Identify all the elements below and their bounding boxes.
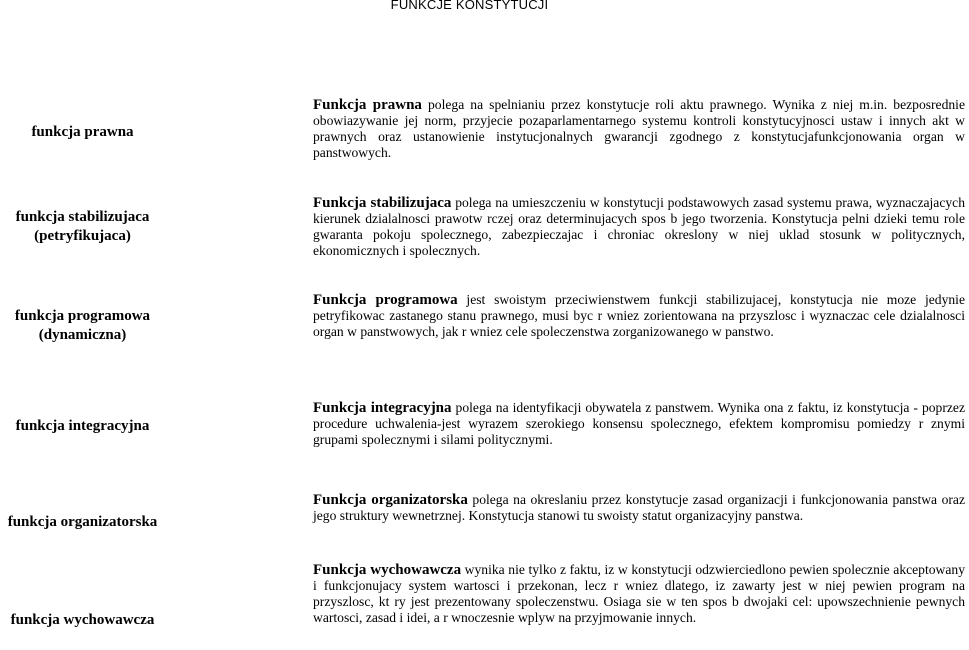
function-label-stabilizujaca <box>0 208 165 246</box>
function-label-line: funkcja programowa <box>14 308 151 324</box>
function-label-programowa <box>0 307 165 345</box>
function-lead: Funkcja integracyjna <box>313 400 452 416</box>
function-label-prawna <box>0 123 165 142</box>
function-lead: Funkcja prawna <box>313 97 422 113</box>
function-lead: Funkcja programowa <box>313 292 458 308</box>
function-description-stabilizujaca <box>313 195 965 259</box>
function-text: polega na okreslaniu przez konstytucje zasad organizacji i funkcjonowania panstwa oraz jego struktury wewnetrznej. Konstytucja stanowi tu swoisty statut organizacyjny panstwa. <box>313 492 965 523</box>
function-label-organizatorska <box>0 513 165 532</box>
function-label-line: (petryfikujaca) <box>34 228 131 244</box>
function-lead: Funkcja organizatorska <box>313 492 468 508</box>
function-label-line: funkcja stabilizujaca <box>15 209 150 225</box>
function-description-prawna <box>313 97 965 161</box>
function-text: polega na spelnianiu przez konstytucje roli aktu prawnego. Wynika z niej m.in. bezposrednie obowiazywanie jej norm, przyjecie pozaparlamentarnego systemu kontroli konstytucyjnosci ustaw i innych akt w prawnych oraz ustanowienie instytucjonalnych gwarancji zgodnego z konstytucjafunkcjonowania organ w panstwowych. <box>313 97 965 160</box>
function-lead: Funkcja wychowawcza <box>313 562 462 578</box>
function-description-integracyjna <box>313 400 965 448</box>
function-description-organizatorska <box>313 492 965 524</box>
function-label-line: (dynamiczna) <box>38 327 127 343</box>
function-label-line: funkcja wychowawcza <box>10 612 155 628</box>
function-text: jest swoistym przeciwienstwem funkcji stabilizujacej, konstytucja nie moze jedynie petryfikowac zastanego stanu prawnego, musi byc r wniez zorientowana na przyszlosc i wyznaczac cele dzialalnosci organ w panstwowych, jak r wniez cele spoleczenstwa zorganizowanego w panstwo. <box>313 292 965 339</box>
page-title: FUNKCJE KONSTYTUCJI <box>390 0 549 12</box>
function-label-line: funkcja prawna <box>31 124 134 140</box>
function-label-wychowawcza <box>0 611 165 630</box>
function-label-integracyjna <box>0 417 165 436</box>
function-description-programowa <box>313 292 965 340</box>
function-label-line: funkcja organizatorska <box>7 514 158 530</box>
function-label-line: funkcja integracyjna <box>15 418 150 434</box>
function-text: polega na identyfikacji obywatela z panstwem. Wynika ona z faktu, iz konstytucja - poprzez procedure uchwalenia-jest wyrazem szerokiego konsensu spolecznego, efektem kompromisu pomiedzy r znymi grupami spolecznymi i silami politycznymi. <box>313 400 965 447</box>
function-description-wychowawcza <box>313 562 965 626</box>
function-text: polega na umieszczeniu w konstytucji podstawowych zasad systemu prawa, wyznaczajacych kierunek dzialalnosci prawotw rczej oraz determinujacych spos b jego tworzenia. Konstytucja pelni dzieki temu role gwaranta pokoju spolecznego, zabezpieczajac i chroniac okreslony w niej uklad stosunk w politycznych, ekonomicznych i spolecznych. <box>313 195 965 258</box>
function-lead: Funkcja stabilizujaca <box>313 195 452 211</box>
function-text: wynika nie tylko z faktu, iz w konstytucji odzwierciedlono pewien spolecznie akceptowany i funkcjonujacy system wartosci i przekonan, lecz r wniez dlatego, iz zawarty jest w niej pewien program na przyszlosc, kt ry jest prezentowany spoleczenstwu. Osiaga sie w ten spos b dwojaki cel: upowszechnienie pewnych wartosci, zasad i idei, a r wnoczesnie wplyw na przyjmowanie innych. <box>313 562 965 625</box>
